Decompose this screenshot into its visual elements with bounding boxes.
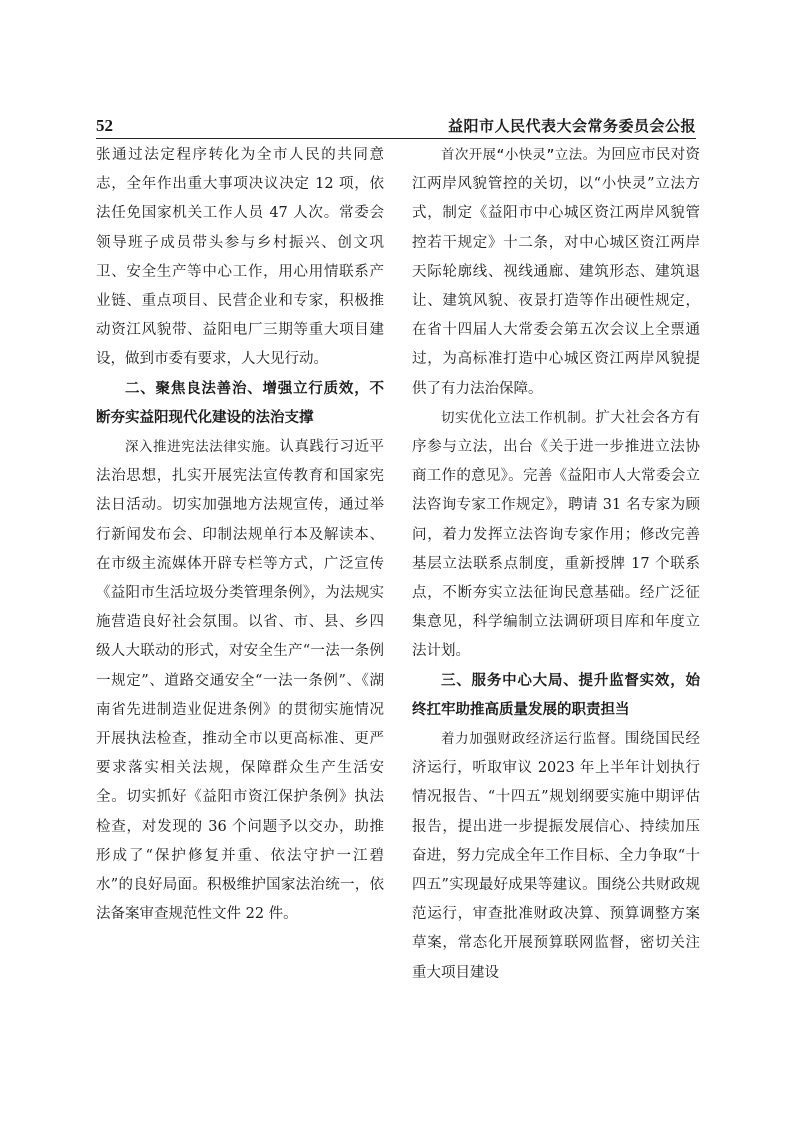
journal-title: 益阳市人民代表大会常务委员会公报 xyxy=(447,117,696,135)
paragraph-small-legislation xyxy=(412,141,700,404)
paragraph-fiscal-supervision xyxy=(412,725,700,988)
paragraph-lead: 着力加强财政经济运行监督。 xyxy=(441,731,625,748)
right-column xyxy=(412,141,700,988)
left-column xyxy=(96,141,384,929)
section-heading-2: 二、聚焦良法善治、增强立行质效，不断夯实益阳现代化建设的法治支撑 xyxy=(96,380,384,426)
section-heading-3: 三、服务中心大局、提升监督实效，始终扛牢助推高质量发展的职责担当 xyxy=(412,672,700,718)
header-rule xyxy=(96,138,696,139)
paragraph-text: 认真践行习近平法治思想，扎实开展宪法宣传教育和国家宪法日活动。切实加强地方法规宣传，通过举行新闻发布会、印制法规单行本及解读本、在市级主流媒体开辟专栏等方式，广泛宣传《益阳市生活垃圾分类管理条例》，为法规实施营造良好社会氛围。以省、市、县、乡四级人大联动的形式，对安全生产“一法一条例一规定”、道路交通安全“一法一条例”、《湖南省先进制造业促进条例》的贯彻实施情况开展执法检查，推动全市以更高标准、更严要求落实相关法规，保障群众生产生活安全。切实抓好《益阳市资江保护条例》执法检查，对发现的 36 个问题予以交办，助推形成了“保护修复并重、依法守护一江碧水”的良好局面。积极维护国家法治统一，依法备案审查规范性文件 22 件。 xyxy=(96,439,385,923)
page-header xyxy=(96,116,696,140)
paragraph-lead: 深入推进宪法法律实施。 xyxy=(125,439,280,456)
page-number: 52 xyxy=(96,116,113,135)
paragraph-lead: 切实优化立法工作机制。 xyxy=(441,409,596,426)
paragraph-continued: 张通过法定程序转化为全市人民的共同意志，全年作出重大事项决议决定 12 项，依法任免国家机关工作人员 47 人次。常委会领导班子成员带头参与乡村振兴、创文巩卫、安全生产等中心工作，用心用情联系产业链、重点项目、民营企业和专家，积极推动资江风貌带、益阳电厂三期等重大项目建设，做到市委有要求，人大见行动。 xyxy=(96,147,384,368)
paragraph-text: 扩大社会各方有序参与立法，出台《关于进一步推进立法协商工作的意见》。完善《益阳市人大常委会立法咨询专家工作规定》，聘请 31 名专家为顾问，着力发挥立法咨询专家作用；修改完善基层立法联系点制度，重新授牌 17 个联系点，不断夯实立法征询民意基础。经广泛征集意见，科学编制立法调研项目库和年度立法计划。 xyxy=(412,409,701,660)
paragraph-constitution xyxy=(96,433,384,929)
paragraph-lead: 首次开展“小快灵”立法。 xyxy=(441,147,597,163)
paragraph-text: 围绕国民经济运行，听取审议 2023 年上半年计划执行情况报告、“十四五”规划纲要实施中期评估报告，提出进一步提振发展信心、持续加压奋进，努力完成全年工作目标、全力争取“十四五”实现最好成果等建议。围绕公共财政规范运行，审查批准财政决算、预算调整方案草案，常态化开展预算联网监督，密切关注重大项目建设 xyxy=(412,731,701,981)
paragraph-legislative-mechanism xyxy=(412,404,700,667)
paragraph-text: 为回应市民对资江两岸风貌管控的关切，以“小快灵”立法方式，制定《益阳市中心城区资江两岸风貌管控若干规定》十二条，对中心城区资江两岸天际轮廓线、视线通廊、建筑形态、建筑退让、建筑风貌、夜景打造等作出硬性规定，在省十四届人大常委会第五次会议上全票通过，为高标准打造中心城区资江两岸风貌提供了有力法治保障。 xyxy=(412,147,700,397)
